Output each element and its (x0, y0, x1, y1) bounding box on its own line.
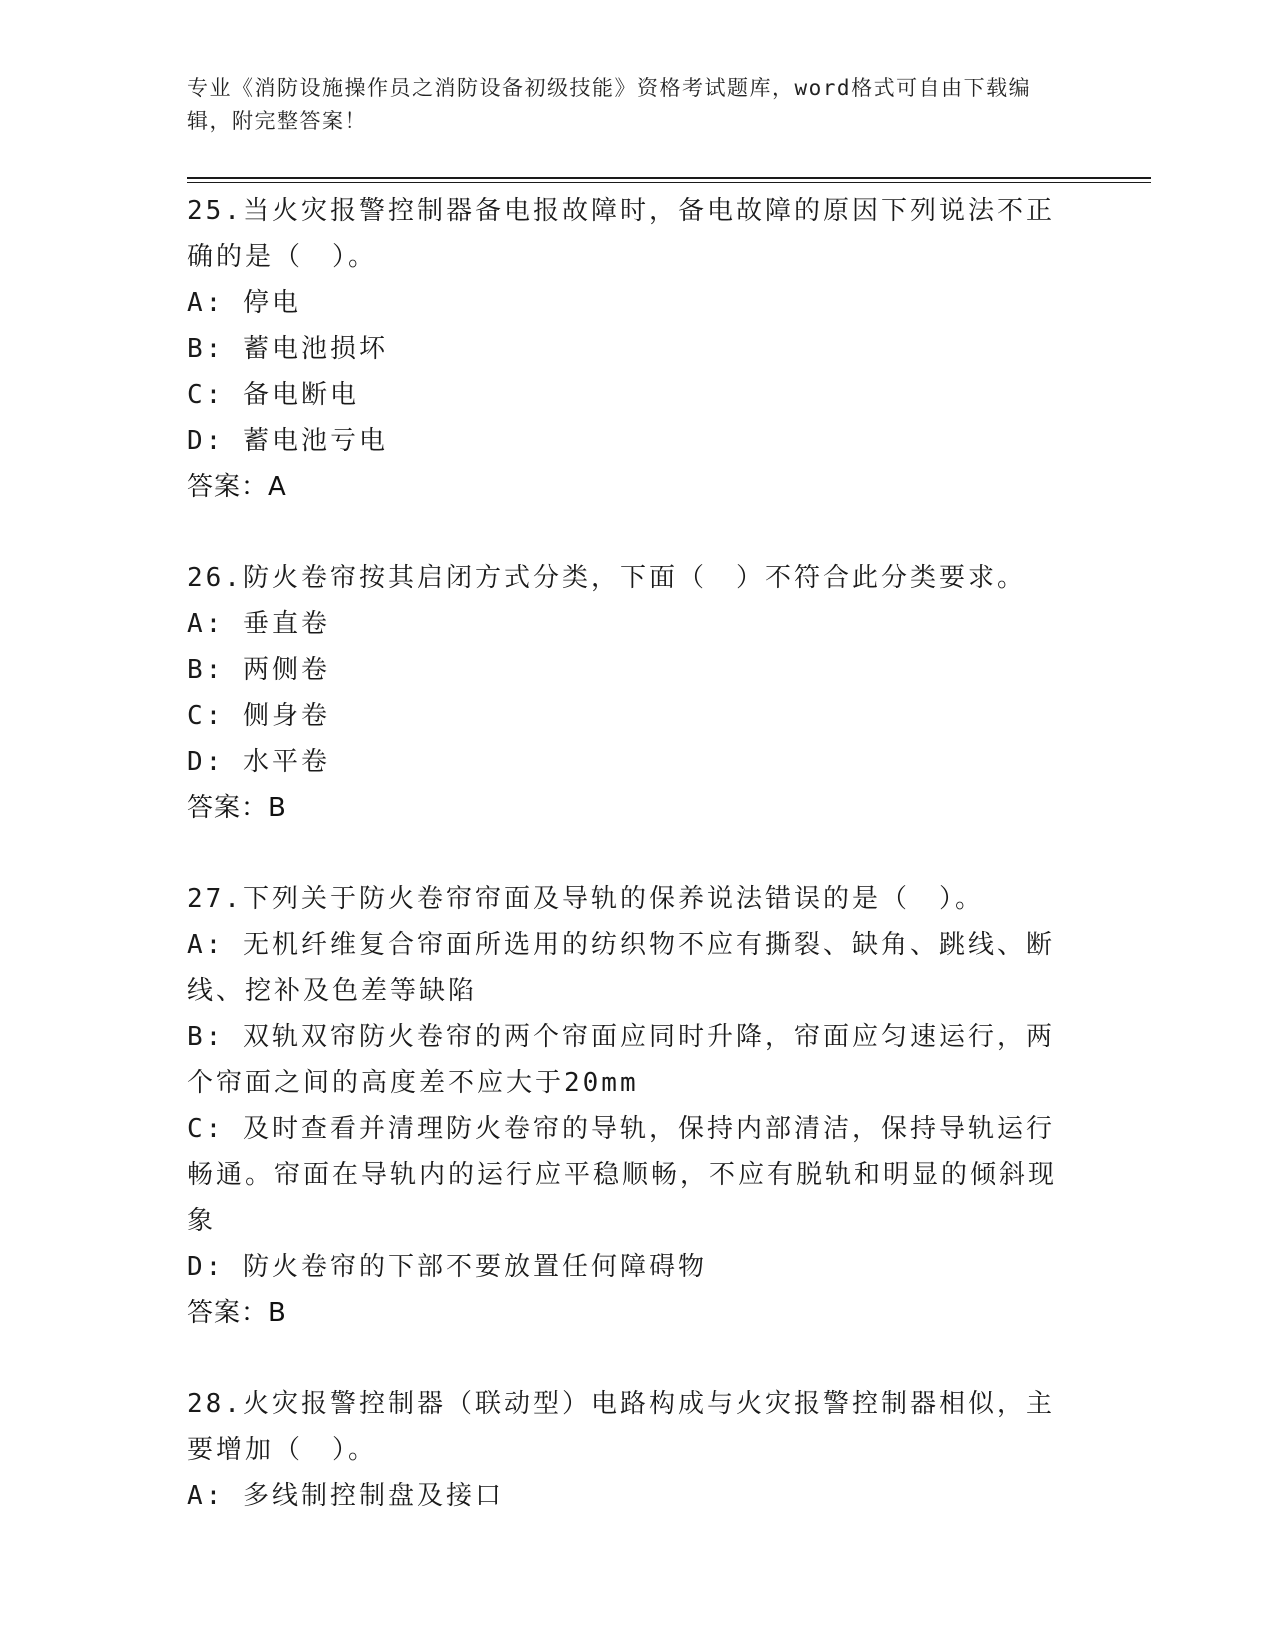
answer-label: 答案：B (187, 793, 287, 823)
question-25 (187, 188, 1067, 510)
answer-label: 答案：A (187, 472, 287, 502)
question-stem: 26.防火卷帘按其启闭方式分类，下面（ ）不符合此分类要求。 (187, 563, 1026, 593)
option-a: A: 垂直卷 (187, 609, 330, 639)
question-stem: 25.当火灾报警控制器备电报故障时，备电故障的原因下列说法不正确的是（ ）。 (187, 196, 1055, 272)
option-c: C: 侧身卷 (187, 701, 330, 731)
question-27 (187, 876, 1067, 1336)
option-c: C: 及时查看并清理防火卷帘的导轨，保持内部清洁，保持导轨运行畅通。帘面在导轨内的运行应平稳顺畅，不应有脱轨和明显的倾斜现象 (187, 1114, 1058, 1236)
option-a: A: 停电 (187, 288, 301, 318)
option-b: B: 双轨双帘防火卷帘的两个帘面应同时升降，帘面应匀速运行，两个帘面之间的高度差不应大于20mm (187, 1022, 1055, 1098)
option-d: D: 蓄电池亏电 (187, 426, 388, 456)
option-a: A: 多线制控制盘及接口 (187, 1481, 504, 1511)
header-divider-thick (187, 177, 1151, 179)
header-divider-thin (187, 182, 1151, 183)
option-b: B: 蓄电池损坏 (187, 334, 388, 364)
question-stem: 28.火灾报警控制器（联动型）电路构成与火灾报警控制器相似，主要增加（ ）。 (187, 1389, 1055, 1465)
option-d: D: 防火卷帘的下部不要放置任何障碍物 (187, 1252, 707, 1282)
option-b: B: 两侧卷 (187, 655, 330, 685)
question-list (187, 188, 1067, 1564)
option-a: A: 无机纤维复合帘面所选用的纺织物不应有撕裂、缺角、跳线、断线、挖补及色差等缺陷 (187, 930, 1055, 1006)
document-header: 专业《消防设施操作员之消防设备初级技能》资格考试题库，word格式可自由下载编辑，附完整答案！ (187, 76, 1032, 133)
question-stem: 27.下列关于防火卷帘帘面及导轨的保养说法错误的是（ ）。 (187, 884, 984, 914)
question-26 (187, 555, 1067, 831)
answer-label: 答案：B (187, 1298, 287, 1328)
option-c: C: 备电断电 (187, 380, 359, 410)
option-d: D: 水平卷 (187, 747, 330, 777)
question-28 (187, 1381, 1067, 1519)
